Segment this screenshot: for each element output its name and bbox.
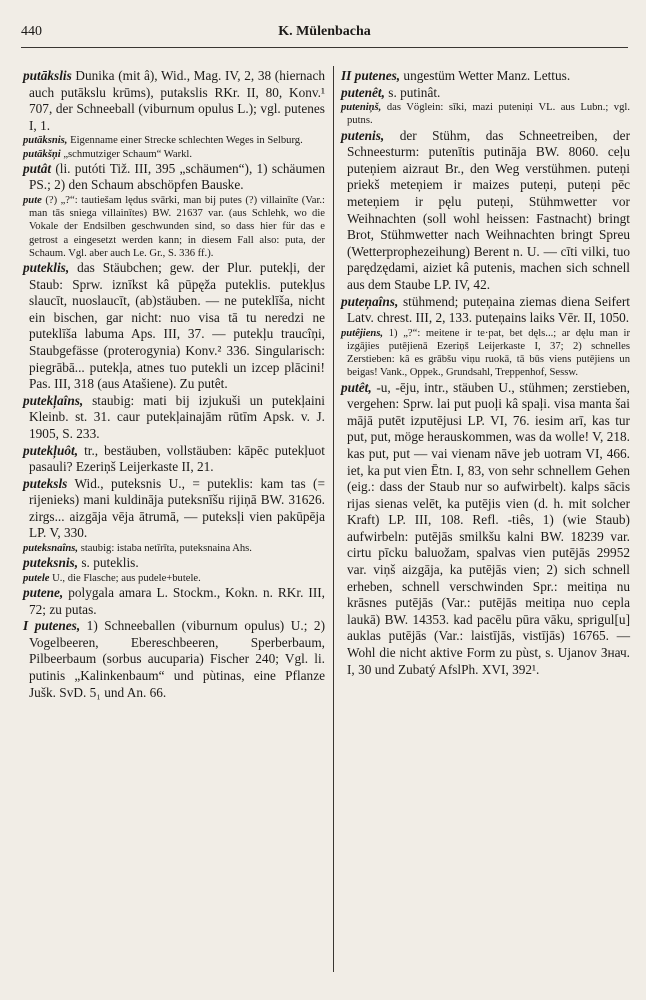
entry-text: s. putinât. (384, 84, 441, 100)
header-rule (21, 47, 628, 48)
entry-headword: putenêt, (341, 84, 385, 100)
dictionary-entry (23, 161, 325, 194)
entry-headword: puteksnaîns, (23, 543, 79, 555)
entry-text: (li. putóti Tiž. III, 395 „schäumen“), 1) schäumen PS.; 2) den Schaum abschöpfen Bauske. (29, 160, 325, 193)
entry-headword: putākšņi (23, 148, 61, 160)
entry-headword: puteksnis, (23, 555, 79, 571)
entry-headword: putāksnis, (23, 135, 68, 147)
entry-text: tr., bestäuben, vollstäuben: kāpēc putekļuot pasauli? Ezeriņš Leijerkaste II, 21. (29, 442, 325, 475)
entry-text: (?) „?“: tautiešam lędus svārki, man bij putes (?) villainīte (Var.: man tās sniega villainītes) BW. 21637 var. (aus Schlehk, wo die Vokale der Endsilben geschwunden sind, so dass hier für das e getrost a eingesetzt werden kann; in diesem Fall also: puta, der Schaum. Vgl. aber auch Le. Gr., S. 336 ff.). (29, 194, 325, 259)
entry-text: der Stühm, das Schneetreiben, der Schneesturm: putenītis putināja BW. 8060. ceļu puteņiem aizraut Br., den Weg verstühmen. puteņi priekš meteņiem ir maizes puteņi, puteņi pēc meteņiem ir pęlu puteņi, Stühmwetter vor Weihnachten (soll wohl heissen: Fastnacht) bringt Brot, Stühmwetter nach Weihnachten bringt Spreu (Wetterprophezeihung) Berent n. U. — cīti vilki, tuo parędzędami, aiziet kâ putenis, machen sich schnell aus dem Staube LP. IV, 42. (347, 127, 630, 292)
entry-text: das Vöglein: sīki, mazi puteniņi VL. aus Lubn.; vgl. putns. (347, 102, 630, 127)
entry-headword: putenis, (341, 127, 385, 143)
dictionary-entry (23, 476, 325, 542)
dictionary-entry (23, 148, 325, 161)
entry-text: „schmutziger Schaum“ Warkl. (60, 148, 193, 160)
entry-headword: puteklis, (23, 259, 70, 275)
entry-text: U., die Flasche; aus pudele+butele. (49, 572, 201, 584)
entry-headword: putele (23, 572, 50, 584)
entry-text: staubig: istaba netīrīta, puteksnaina Ahs. (78, 543, 252, 555)
dictionary-entry (23, 68, 325, 134)
entry-headword: putene, (23, 585, 64, 601)
entry-text: ungestüm Wetter Manz. Lettus. (400, 68, 571, 83)
entry-text: das Stäubchen; gew. der Plur. putekļi, der Staub: Sprw. iznīkst kâ pūpęža puteklis. putekļus slaucīt, nuoslaucīt, (ab)stäuben. — ne puteklīša, nicht ein bischen, gar nicht: nuo visa tā tu neredzi ne puteklīša labuma Aps. III, 37. — putekļu traucîņi, Staubgefässe (proterogynia) Konv.² 336. Singularisch: piegrābā... putekļa, atnes tuo putekli un izcep plācini! Pas. III, 318 (aus Atašiene). Zu putêt. (29, 259, 325, 392)
dictionary-entry (341, 294, 630, 327)
dictionary-entry (23, 393, 325, 443)
entry-headword: putêt, (341, 379, 372, 395)
dictionary-entry (23, 443, 325, 476)
entry-headword: putêjiens, (341, 327, 384, 339)
dictionary-entry (341, 327, 630, 380)
entry-text: 1) Schneeballen (viburnum opulus) U.; 2) Vogelbeeren, Ebereschbeeren, Sperberbaum, Pilbeerbaum (sorbus aucuparia) Fischer 240; Vgl. li. putinis „Kalinkenbaum“ und pùtinas, eine Pflanze Jušk. SvD. 5₁ und An. 66. (29, 618, 325, 700)
dictionary-entry (23, 260, 325, 393)
column-divider (333, 66, 334, 972)
dictionary-entry (23, 585, 325, 618)
entry-headword: putât (23, 160, 52, 176)
entry-text: -u, -ēju, intr., stäuben U., stühmen; zerstieben, vergehen: Sprw. lai put puoļi kâ spaļi. visa manta šai mājā putēt izputējusi LP. VI, 76. iesim arī, kas tur put, put, möge herauskommen, was da wolle! V, 218. kas put, put — vai vienam nāve jeb uotram VI, 466. iet, ka put vien Ētn. I, 83, von sehr schnellem Gehen (eig.: dass der Staub nur so aufwirbelt). kalps sācis rijas sienas velēt, ka putējis vien (d. h. mit solcher Kraft) LP. III, 108. Refl. -tiês, 1) (wie Staub) aufwirbeln: putējās smilkšu kalni BW. 18239 var. cirtu pīcku baluožam, spalvas vien putējās 29952 var. viņš aizgāja, ka putējās vien; 2) sich schnell erheben, schnell verschwinden Spr.: meitiņa nu krāsnes putējās (Var.: putējās meitiņa nuo ceplа laukā) BW. 14353. kad pacēlu pūra vāku, sprigul[u] auklas putējās (Var.: laistījās, vistījās) 16765. — Wohl die nicht aktive Form zu pùst, s. Ujanov Знач. I, 30 und Zubatý AfslPh. XVI, 392¹. (347, 379, 630, 677)
entry-headword: putekļaîns, (23, 392, 84, 408)
entry-headword: I putenes, (23, 618, 81, 634)
entry-text: 1) „?“: meitene ir te·pat, bet dęls...; ar dęlu man ir izgājies putējienā Ezeriņš Leijerkaste I, 37; 2) schnelles Zerstieben: kâ es grābšu viņu ruokā, tā būs viens putējiens un beigas! Vank., Oppek., Grundsahl, Treppenhof, Sessw. (347, 327, 630, 379)
dictionary-entry (23, 555, 325, 572)
entry-headword: puteņaîns, (341, 293, 399, 309)
dictionary-entry (341, 380, 630, 679)
left-column (23, 68, 325, 701)
entry-text: polygala amara L. Stockm., Kokn. n. RKr. III, 72; zu putas. (29, 585, 325, 617)
entry-headword: II putenes, (341, 68, 401, 83)
entry-headword: puteniņš, (341, 102, 382, 114)
entry-headword: puteksls (23, 475, 68, 491)
entry-text: stühmend; puteņaina ziemas diena Seifert Latv. chrest. III, 2, 133. puteņains laiks Vēr. II, 1050. (347, 293, 630, 326)
dictionary-entry (23, 618, 325, 701)
dictionary-entry (23, 542, 325, 555)
page-header (21, 24, 628, 46)
dictionary-entry (341, 85, 630, 102)
dictionary-entry (23, 572, 325, 585)
dictionary-entry (341, 68, 630, 85)
entry-text: staubig: mati bij izjukuši un putekļaini Kleinb. st. 31. caur putekļainajām rūtīm Apsk. v. J. 1905, S. 233. (29, 392, 325, 441)
page-number: 440 (21, 24, 42, 39)
dictionary-entry (23, 194, 325, 260)
entry-text: Wid., puteksnis U., = puteklis: kam tas (= rijenieks) mani kuldināja puteksnīšu rijiņā BW. 31626. zirgs... aizgāja vēja ātrumā, — puteksļi vien pakūpēja LP. V, 330. (29, 475, 325, 541)
entry-text: s. puteklis. (78, 555, 139, 571)
running-title: K. Mülenbacha (278, 24, 371, 39)
dictionary-entry (341, 101, 630, 127)
entry-text: Dunika (mit â), Wid., Mag. IV, 2, 38 (hiernach auch putākslu krūms), putakslis RKr. II, 80, Konv.¹ 707, der Schneeball (viburnum opulus L.); vgl. putenes I, 1. (29, 68, 325, 133)
dictionary-entry (341, 128, 630, 294)
entry-headword: pute (23, 194, 42, 206)
dictionary-entry (23, 134, 325, 147)
entry-headword: putākslis (23, 68, 72, 83)
entry-text: Eigenname einer Strecke schlechten Weges in Selburg. (67, 135, 303, 147)
entry-headword: putekļuôt, (23, 442, 79, 458)
right-column (341, 68, 630, 678)
